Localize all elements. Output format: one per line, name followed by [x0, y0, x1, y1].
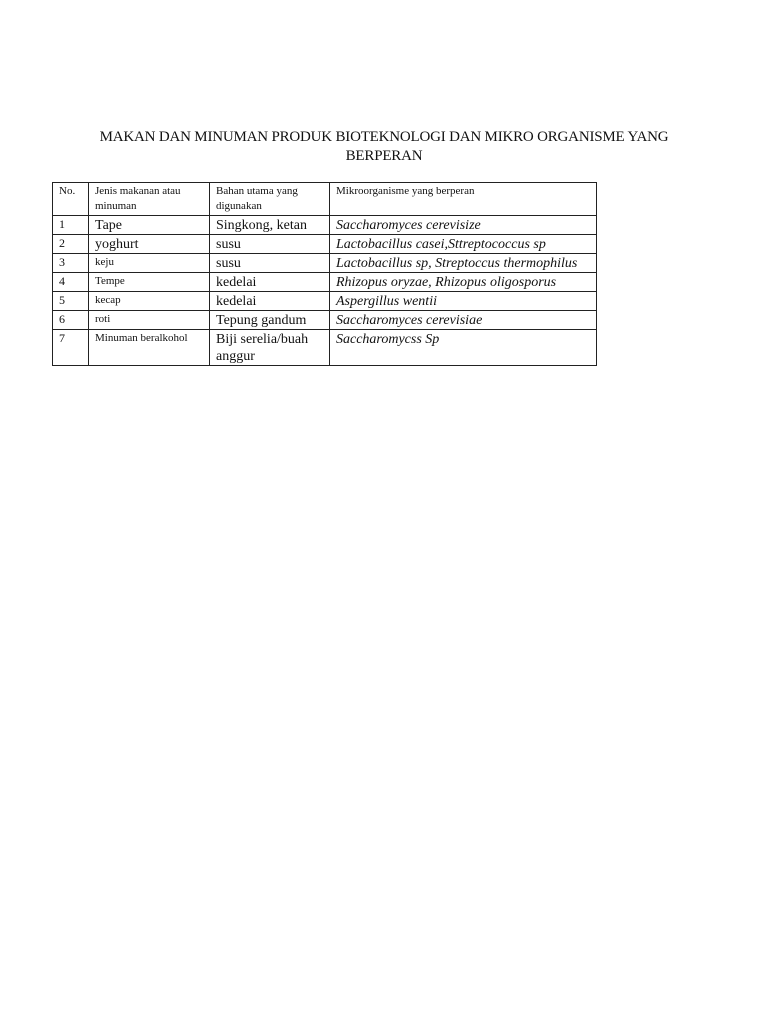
cell-mikro: Aspergillus wentii — [330, 292, 597, 311]
table-row — [53, 273, 597, 292]
cell-mikro: Rhizopus oryzae, Rhizopus oligosporus — [330, 273, 597, 292]
table-row — [53, 216, 597, 235]
cell-jenis: Tape — [89, 216, 210, 235]
cell-jenis: keju — [89, 254, 210, 273]
cell-bahan: kedelai — [210, 292, 330, 311]
cell-bahan: Biji serelia/buah anggur — [210, 330, 330, 366]
table-header-row — [53, 183, 597, 216]
cell-bahan: susu — [210, 235, 330, 254]
cell-bahan: susu — [210, 254, 330, 273]
cell-no: 1 — [53, 216, 89, 235]
page-title-line-2: BERPERAN — [345, 148, 423, 164]
cell-no: 5 — [53, 292, 89, 311]
cell-no: 4 — [53, 273, 89, 292]
header-no: No. — [53, 183, 89, 216]
cell-mikro: Saccharomyces cerevisize — [330, 216, 597, 235]
cell-jenis: Tempe — [89, 273, 210, 292]
table-row — [53, 235, 597, 254]
header-jenis: Jenis makanan atau minuman — [89, 183, 210, 216]
header-mikro: Mikroorganisme yang berperan — [330, 183, 597, 216]
cell-bahan: Tepung gandum — [210, 311, 330, 330]
cell-bahan: Singkong, ketan — [210, 216, 330, 235]
cell-mikro: Saccharomycss Sp — [330, 330, 597, 366]
cell-no: 2 — [53, 235, 89, 254]
cell-mikro: Saccharomyces cerevisiae — [330, 311, 597, 330]
table-row — [53, 292, 597, 311]
cell-jenis: Minuman beralkohol — [89, 330, 210, 366]
header-bahan: Bahan utama yang digunakan — [210, 183, 330, 216]
cell-no: 7 — [53, 330, 89, 366]
cell-no: 3 — [53, 254, 89, 273]
cell-no: 6 — [53, 311, 89, 330]
page-title — [60, 128, 708, 166]
cell-jenis: yoghurt — [89, 235, 210, 254]
cell-jenis: roti — [89, 311, 210, 330]
cell-mikro: Lactobacillus casei,Sttreptococcus sp — [330, 235, 597, 254]
table-row — [53, 330, 597, 366]
cell-jenis: kecap — [89, 292, 210, 311]
cell-mikro: Lactobacillus sp, Streptoccus thermophilus — [330, 254, 597, 273]
page-title-line-1: MAKAN DAN MINUMAN PRODUK BIOTEKNOLOGI DAN MIKRO ORGANISME YANG — [99, 129, 669, 145]
table-row — [53, 254, 597, 273]
product-table — [52, 182, 597, 366]
cell-bahan: kedelai — [210, 273, 330, 292]
table-row — [53, 311, 597, 330]
